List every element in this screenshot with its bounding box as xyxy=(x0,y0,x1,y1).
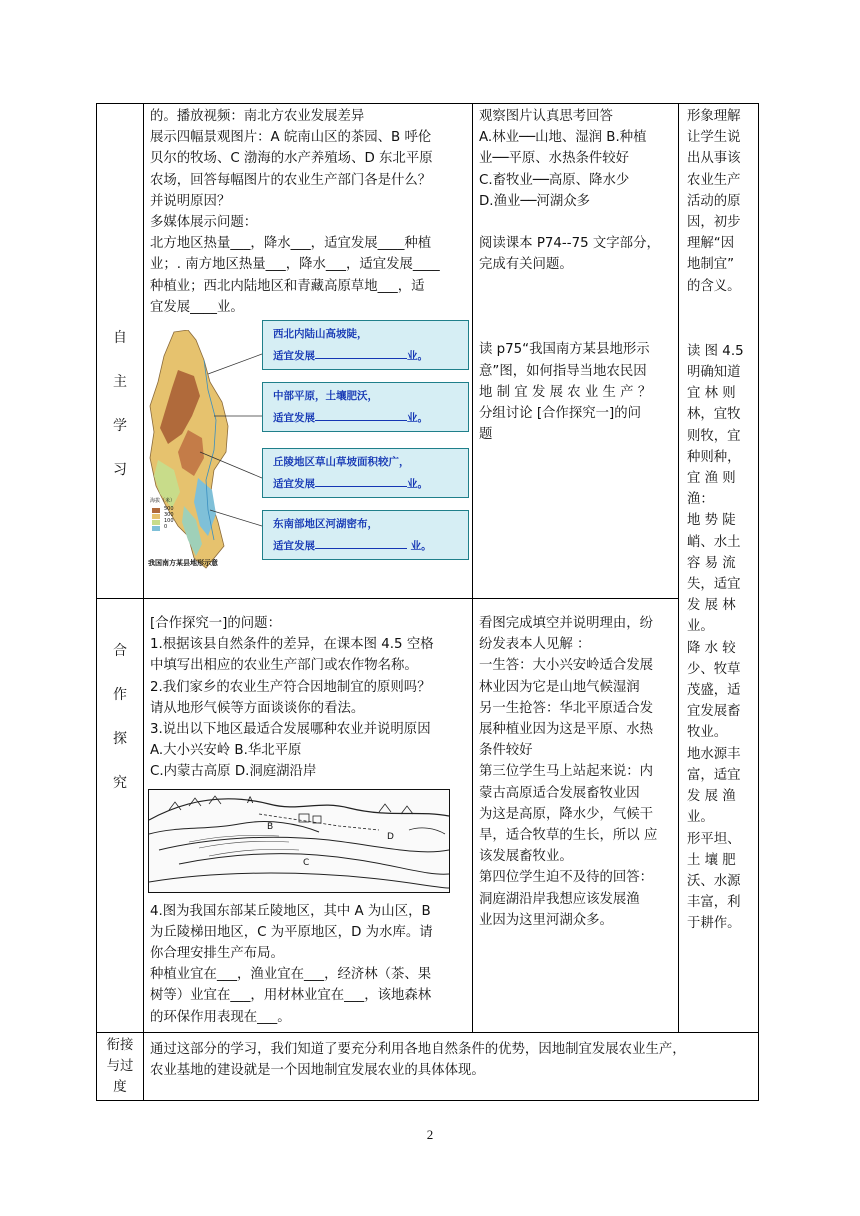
cooperative-student-cell xyxy=(473,599,679,1033)
text-line: 通过这部分的学习，我们知道了要充分利用各地自然条件的优势，因地制宜发展农业生产， xyxy=(150,1041,686,1057)
self-study-row xyxy=(97,104,759,599)
legend-value: 0 xyxy=(164,524,168,531)
page-number: 2 xyxy=(426,1127,434,1142)
label-char: 学 xyxy=(113,418,127,434)
text-line: 渔： xyxy=(687,492,714,508)
text-line: 宜 林 则 xyxy=(687,386,736,402)
text-line: 1.根据该县自然条件的差异，在课本图 4.5 空格 xyxy=(150,637,434,653)
text-line: 农场，回答每幅图片的农业生产部门各是什么？ xyxy=(150,172,432,188)
callout-line: 中部平原，土壤肥沃， xyxy=(273,390,378,403)
text-line: 纷发表本人见解 ： xyxy=(479,637,591,653)
text-line: 沃、水源 xyxy=(687,873,741,889)
callout-line: 东南部地区河湖密布， xyxy=(273,518,378,531)
callout-hills xyxy=(262,448,469,498)
spacer xyxy=(687,297,754,341)
cooperative-label xyxy=(97,599,143,817)
cooperative-questions xyxy=(144,599,472,783)
callout-line: 西北内陆山高坡陡， xyxy=(273,328,368,341)
text-line: 发 展 渔 xyxy=(687,789,736,805)
transition-stage-cell xyxy=(97,1032,144,1101)
text-line: 条件较好 xyxy=(479,743,533,759)
student-activity-text xyxy=(473,104,678,445)
text-line: 少、牧草 xyxy=(687,661,741,677)
text-line: 失，适宜 xyxy=(687,577,741,593)
text-line: 树等）业宜在___，用材林业宜在___，该地森林 xyxy=(150,988,432,1004)
text-line: 你合理安排生产布局。 xyxy=(150,946,284,962)
callout-fill-line: 适宜发展 业。 xyxy=(273,345,468,367)
text-line: 明确知道 xyxy=(687,365,741,381)
text-line: 因，初步 xyxy=(687,215,741,231)
cooperative-teacher-cell xyxy=(144,599,473,1033)
label-char: 自 xyxy=(113,330,127,346)
text-line: 2.我们家乡的农业生产符合因地制宜的原则吗？ xyxy=(150,679,431,695)
teacher-activity-text xyxy=(144,104,472,318)
text-line: 业。 xyxy=(687,619,714,635)
text-line: 宜发展畜 xyxy=(687,704,741,720)
text-line: 完成有关问题。 xyxy=(479,257,573,273)
text-line: 出从事该 xyxy=(687,151,741,167)
label-char: 究 xyxy=(113,775,127,791)
text-line: 地 势 陡 xyxy=(687,513,736,529)
label-char: 作 xyxy=(113,687,127,703)
text-line: 宜发展____业。 xyxy=(150,299,244,315)
text-line: 峭、水土 xyxy=(687,534,741,550)
text-line: 活动的原 xyxy=(687,193,741,209)
lesson-plan-table xyxy=(96,103,759,1101)
callout-southeast xyxy=(262,510,469,560)
callout-northwest xyxy=(262,320,469,370)
text-line: 于耕作。 xyxy=(687,916,741,932)
county-terrain-figure xyxy=(144,320,472,570)
text-line: 分组讨论 [合作探究一]的问 xyxy=(479,406,642,422)
callout-line: 丘陵地区草山草坡面积较广， xyxy=(273,456,410,469)
map-legend-title: 海拔（米） xyxy=(150,498,176,505)
text-line: 的环保作用表现在___。 xyxy=(150,1009,291,1025)
legend-value: 300 xyxy=(164,512,174,519)
text-line: 为这是高原，降水少，气候干 xyxy=(479,806,654,822)
text-line: 意”图，如何指导当地农民因 xyxy=(479,363,647,379)
text-line: 丰富，利 xyxy=(687,895,741,911)
text-line: 一生答：大小兴安岭适合发展 xyxy=(479,658,654,674)
legend-value: 100 xyxy=(164,518,174,525)
text-line: 形象理解 xyxy=(687,109,741,124)
text-line: 洞庭湖沿岸我想应该发展渔 xyxy=(479,891,640,907)
text-line: 地制宜” xyxy=(687,257,735,273)
text-line: 宜 渔 则 xyxy=(687,471,736,487)
callout-central-plain xyxy=(262,382,469,432)
label-line: 衔接 xyxy=(106,1037,134,1053)
terrain-map xyxy=(144,330,262,572)
text-line: 第三位学生马上站起来说：内 xyxy=(479,764,654,780)
text-line: 牧业。 xyxy=(687,725,728,741)
transition-row xyxy=(97,1032,759,1101)
text-line: 降 水 较 xyxy=(687,640,736,656)
text-line: 土 壤 肥 xyxy=(687,852,736,868)
text-line: 的含义。 xyxy=(687,278,741,294)
photo-label-b: B xyxy=(267,821,274,832)
text-line: 北方地区热量___，降水___，适宜发展____种植 xyxy=(150,236,432,252)
text-line: 农业基地的建设就是一个因地制宜发展农业的具体体现。 xyxy=(150,1063,485,1079)
legend-value: 500 xyxy=(164,506,174,513)
label-char: 探 xyxy=(113,731,127,747)
transition-text-cell xyxy=(144,1032,759,1101)
student-answers-text xyxy=(473,599,678,931)
design-intent-text xyxy=(679,104,758,935)
photo-label-c: C xyxy=(303,857,310,868)
text-line: 贝尔的牧场、C 渤海的水产养殖场、D 东北平原 xyxy=(150,151,433,167)
label-char: 合 xyxy=(113,643,127,659)
label-line: 与过 xyxy=(106,1059,134,1075)
text-line: 种植业；西北内陆地区和青藏高原草地___，适 xyxy=(150,278,425,294)
text-line: 读 图 4.5 xyxy=(687,343,744,359)
callout-fill-line: 适宜发展 业。 xyxy=(273,473,468,495)
text-line: 并说明原因？ xyxy=(150,193,231,209)
hill-landscape-illustration xyxy=(148,789,450,893)
self-study-label xyxy=(97,104,143,504)
text-line: 阅读课本 P74--75 文字部分， xyxy=(479,236,660,252)
transition-label xyxy=(97,1033,143,1101)
text-line: 地 制 宜 发 展 农 业 生 产 ？ xyxy=(479,384,652,400)
text-line: 业──平原、水热条件较好 xyxy=(479,151,630,167)
cooperative-row xyxy=(97,599,759,1033)
text-line: 则牧，宜 xyxy=(687,428,741,444)
text-line: 业因为这里河湖众多。 xyxy=(479,912,613,928)
text-line: 蒙古高原适合发展畜牧业因 xyxy=(479,785,640,801)
label-line: 度 xyxy=(113,1080,127,1096)
text-line: 旱，适合牧草的生长，所以 应 xyxy=(479,828,658,844)
text-line: 容 易 流 xyxy=(687,555,736,571)
intent-cell xyxy=(679,104,759,1033)
text-line: 茂盛，适 xyxy=(687,683,741,699)
text-line: 发 展 林 xyxy=(687,598,736,614)
text-line: 观察图片认真思考回答 xyxy=(479,109,613,124)
landscape-sketch xyxy=(149,790,449,892)
cooperative-stage-cell xyxy=(97,599,144,1033)
self-study-teacher-cell xyxy=(144,104,473,599)
text-line: 业；. 南方地区热量___，降水___，适宜发展____ xyxy=(150,257,440,273)
text-line: 的。播放视频：南北方农业发展差异 xyxy=(150,109,365,124)
text-line: 种植业宜在___，渔业宜在___，经济林（茶、果 xyxy=(150,967,432,983)
text-line: 为丘陵梯田地区，C 为平原地区，D 为水库。请 xyxy=(150,924,433,940)
text-line: 中填写出相应的农业生产部门或农作物名称。 xyxy=(150,658,418,674)
transition-text xyxy=(144,1033,758,1081)
text-line: D.渔业──河湖众多 xyxy=(479,193,591,209)
text-line: 业。 xyxy=(687,810,714,826)
text-line: 另一生抢答：华北平原适合发 xyxy=(479,700,654,716)
text-line: 多媒体展示问题： xyxy=(150,215,258,231)
answer-blank[interactable] xyxy=(315,346,407,359)
text-line: 展种植业因为这是平原、水热 xyxy=(479,722,654,738)
answer-blank[interactable] xyxy=(315,474,407,487)
text-line: 形平坦、 xyxy=(687,831,741,847)
map-legend-values xyxy=(164,506,174,530)
callout-fill-line: 适宜发展 业。 xyxy=(273,407,468,429)
self-study-student-cell xyxy=(473,104,679,599)
text-line: 富，适宜 xyxy=(687,767,741,783)
text-line: 看图完成填空并说明理由，纷 xyxy=(479,616,654,631)
spacer xyxy=(479,275,672,339)
map-caption: 我国南方某县地形示意 xyxy=(148,559,218,568)
text-line: 展示四幅景观图片：A 皖南山区的茶园、B 呼伦 xyxy=(150,130,432,146)
text-line: 该发展畜牧业。 xyxy=(479,849,573,865)
question-four-text xyxy=(144,899,472,1032)
text-line: 让学生说 xyxy=(687,130,741,146)
text-line: 读 p75“我国南方某县地形示 xyxy=(479,342,650,358)
answer-blank[interactable] xyxy=(315,408,407,421)
self-study-stage-cell xyxy=(97,104,144,599)
label-char: 习 xyxy=(113,462,127,478)
text-line: 地水源丰 xyxy=(687,746,741,762)
text-line: C.内蒙古高原 D.洞庭湖沿岸 xyxy=(150,764,317,780)
text-line: C.畜牧业──高原、降水少 xyxy=(479,172,630,188)
answer-blank[interactable] xyxy=(315,536,407,549)
text-line: 林，宜牧 xyxy=(687,407,741,423)
text-line: 3.说出以下地区最适合发展哪种农业并说明原因 xyxy=(150,722,431,738)
photo-label-a: A xyxy=(247,795,254,806)
text-line: 题 xyxy=(479,427,493,443)
text-line: 第四位学生迫不及待的回答： xyxy=(479,870,654,886)
text-line: 理解“因 xyxy=(687,236,735,252)
spacer xyxy=(479,212,672,233)
text-line: 林业因为它是山地气候湿润 xyxy=(479,679,640,695)
text-line: 请从地形气候等方面谈谈你的看法。 xyxy=(150,700,365,716)
text-line: A.林业──山地、湿润 B.种植 xyxy=(479,130,647,146)
text-line: 农业生产 xyxy=(687,172,741,188)
callout-fill-line: 适宜发展 业。 xyxy=(273,535,468,557)
text-line: 种则种， xyxy=(687,449,741,465)
text-line: 4.图为我国东部某丘陵地区，其中 A 为山区，B xyxy=(150,903,431,919)
photo-label-d: D xyxy=(387,831,394,842)
text-line: [合作探究一]的问题： xyxy=(150,616,281,631)
label-char: 主 xyxy=(113,374,127,390)
text-line: A.大小兴安岭 B.华北平原 xyxy=(150,743,302,759)
